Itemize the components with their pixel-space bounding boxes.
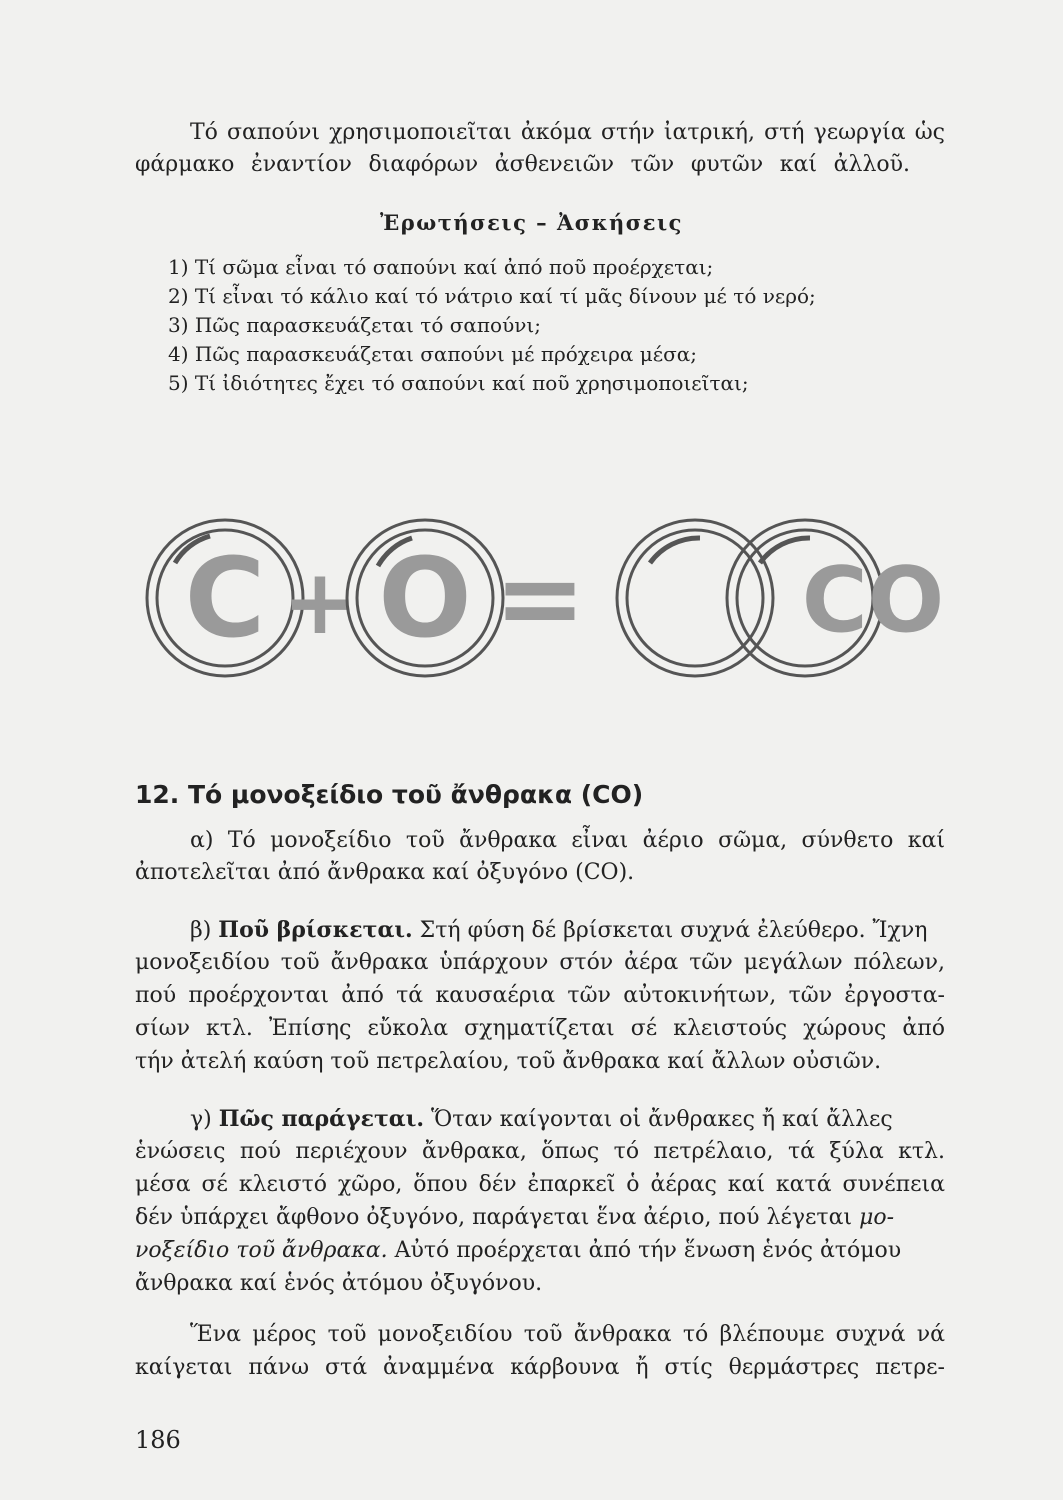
questions-heading: Ἐρωτήσεις – Ἀσκήσεις xyxy=(380,210,683,235)
para-a-line-1: α) Τό μονοξείδιο τοῦ ἄνθρακα εἶναι ἀέριο σῶμα, σύνθετο καί xyxy=(190,828,945,853)
para-c-line-1: γ) Πῶς παράγεται. Ὅταν καίγονται οἱ ἄνθρακες ἤ καί ἄλλες xyxy=(190,1106,893,1132)
para-d-line-2: καίγεται πάνω στά ἀναμμένα κάρβουνα ἤ στίς θερμάστρες πετρε- xyxy=(135,1355,945,1380)
intro-line-2: φάρμακο ἐναντίον διαφόρων ἀσθενειῶν τῶν φυτῶν καί ἀλλοῦ. xyxy=(135,152,910,177)
para-c-heading: Πῶς παράγεται. xyxy=(218,1106,425,1132)
co-formula: CO xyxy=(801,548,945,653)
carbon-symbol: C xyxy=(184,534,266,662)
para-b-line-4: σίων κτλ. Ἐπίσης εὔκολα σχηματίζεται σέ κλειστούς χώρους ἀπό xyxy=(135,1016,945,1041)
question-3: 3) Πῶς παρασκευάζεται τό σαπούνι; xyxy=(168,313,541,337)
para-d-line-1: Ἕνα μέρος τοῦ μονοξειδίου τοῦ ἄνθρακα τό βλέπουμε συχνά νά xyxy=(190,1322,945,1347)
question-1: 1) Τί σῶμα εἶναι τό σαπούνι καί ἀπό ποῦ προέρχεται; xyxy=(168,255,714,279)
para-b-line-2: μονοξειδίου τοῦ ἄνθρακα ὑπάρχουν στόν ἀέρα τῶν μεγάλων πόλεων, xyxy=(135,950,945,975)
para-c-line-5: νοξείδιο τοῦ ἄνθρακα. Αὐτό προέρχεται ἀπό τήν ἕνωση ἑνός ἀτόμου xyxy=(135,1238,902,1263)
para-a-line-2: ἀποτελεῖται ἀπό ἄνθρακα καί ὀξυγόνο (CO). xyxy=(135,860,635,885)
question-4: 4) Πῶς παρασκευάζεται σαπούνι μέ πρόχειρα μέσα; xyxy=(168,342,697,366)
para-c-line-2: ἑνώσεις πού περιέχουν ἄνθρακα, ὅπως τό πετρέλαιο, τά ξύλα κτλ. xyxy=(135,1139,945,1164)
para-c-line-4: δέν ὑπάρχει ἄφθονο ὀξυγόνο, παράγεται ἕνα ἀέριο, πού λέγεται μο- xyxy=(135,1205,895,1230)
para-b-line-1: β) Ποῦ βρίσκεται. Στή φύση δέ βρίσκεται συχνά ἐλεύθερο. Ἴχνη xyxy=(190,917,928,943)
para-b-line-5: τήν ἀτελή καύση τοῦ πετρελαίου, τοῦ ἄνθρακα καί ἄλλων οὐσιῶν. xyxy=(135,1049,882,1074)
oxygen-symbol: O xyxy=(378,534,472,662)
para-c-line-6: ἄνθρακα καί ἑνός ἀτόμου ὀξυγόνου. xyxy=(135,1271,543,1296)
section-title: 12. Τό μονοξείδιο τοῦ ἄνθρακα (CO) xyxy=(135,780,644,809)
intro-line-1: Τό σαπούνι χρησιμοποιεῖται ἀκόμα στήν ἰατρική, στή γεωργία ὡς xyxy=(190,120,945,145)
plus-sign: + xyxy=(282,550,358,655)
para-b-line-3: πού προέρχονται ἀπό τά καυσαέρια τῶν αὐτοκινήτων, τῶν ἐργοστα- xyxy=(135,983,945,1008)
question-2: 2) Τί εἶναι τό κάλιο καί τό νάτριο καί τί μᾶς δίνουν μέ τό νερό; xyxy=(168,284,816,308)
page-number: 186 xyxy=(135,1426,181,1454)
para-b-heading: Ποῦ βρίσκεται. xyxy=(218,917,413,943)
equals-sign: = xyxy=(493,534,587,662)
question-5: 5) Τί ἰδιότητες ἔχει τό σαπούνι καί ποῦ χρησιμοποιεῖται; xyxy=(168,371,749,395)
para-c-line-3: μέσα σέ κλειστό χῶρο, ὅπου δέν ἐπαρκεῖ ὁ ἀέρας καί κατά συνέπεια xyxy=(135,1172,945,1197)
c-plus-o-diagram xyxy=(140,508,950,688)
